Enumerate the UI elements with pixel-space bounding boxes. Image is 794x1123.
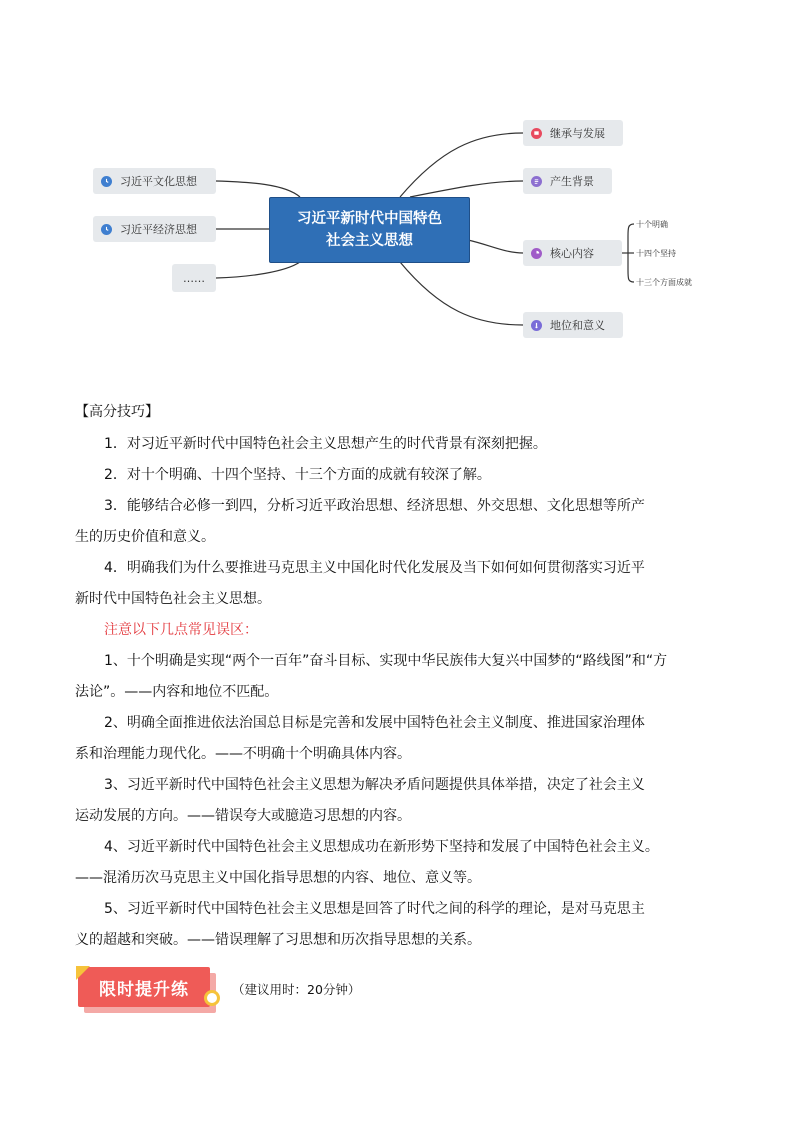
node-label: 习近平经济思想 bbox=[120, 223, 197, 236]
clock-icon bbox=[101, 224, 112, 235]
node-inheritance bbox=[523, 120, 623, 146]
mistakes-heading: 注意以下几点常见误区： bbox=[104, 622, 258, 638]
mistake-1-cont: 法论”。——内容和地位不匹配。 bbox=[75, 684, 279, 700]
node-status-significance bbox=[523, 312, 623, 338]
tip-item-4: 4．明确我们为什么要推进马克思主义中国化时代化发展及当下如何如何贯彻落实习近平 bbox=[104, 560, 645, 576]
mistake-4-cont: ——混淆历次马克思主义中国化指导思想的内容、地位、意义等。 bbox=[75, 870, 481, 886]
mistake-4: 4、习近平新时代中国特色社会主义思想成功在新形势下坚持和发展了中国特色社会主义。 bbox=[104, 839, 659, 855]
badge-ring-decoration bbox=[204, 990, 220, 1006]
practice-badge bbox=[76, 966, 226, 1018]
node-culture-thought bbox=[93, 168, 216, 194]
mind-map bbox=[0, 0, 794, 360]
center-line-1: 习近平新时代中国特色 bbox=[297, 211, 442, 227]
pie-chart-icon bbox=[531, 248, 542, 259]
flag-icon bbox=[531, 128, 542, 139]
tip-item-2: 2．对十个明确、十四个坚持、十三个方面的成就有较深了解。 bbox=[104, 467, 491, 483]
node-label: 产生背景 bbox=[550, 175, 594, 188]
node-economy-thought bbox=[93, 216, 216, 242]
node-label: 地位和意义 bbox=[550, 319, 605, 332]
node-background bbox=[523, 168, 612, 194]
mistake-1: 1、十个明确是实现“两个一百年”奋斗目标、实现中华民族伟大复兴中国梦的“路线图”和“方 bbox=[104, 653, 668, 669]
mind-map-center-node bbox=[269, 197, 470, 263]
leaf-thirteen-achievements: 十三个方面成就 bbox=[636, 278, 692, 287]
mistake-5: 5、习近平新时代中国特色社会主义思想是回答了时代之间的科学的理论，是对马克思主 bbox=[104, 901, 645, 917]
thermometer-icon bbox=[531, 320, 542, 331]
clock-icon bbox=[101, 176, 112, 187]
node-core-content bbox=[523, 240, 622, 266]
practice-time-note: （建议用时：20分钟） bbox=[232, 982, 361, 997]
tip-item-3: 3．能够结合必修一到四，分析习近平政治思想、经济思想、外交思想、文化思想等所产 bbox=[104, 498, 645, 514]
node-label: 继承与发展 bbox=[550, 127, 605, 140]
mistake-3-cont: 运动发展的方向。——错误夸大或臆造习思想的内容。 bbox=[75, 808, 411, 824]
tips-heading: 【高分技巧】 bbox=[75, 404, 159, 420]
badge-label: 限时提升练 bbox=[78, 967, 210, 1007]
node-label: 核心内容 bbox=[550, 247, 594, 260]
tip-item-4-cont: 新时代中国特色社会主义思想。 bbox=[75, 591, 271, 607]
badge-corner-decoration bbox=[76, 966, 90, 980]
tip-item-1: 1．对习近平新时代中国特色社会主义思想产生的时代背景有深刻把握。 bbox=[104, 436, 547, 452]
leaf-fourteen-commitments: 十四个坚持 bbox=[636, 249, 676, 258]
leaf-ten-clarifications: 十个明确 bbox=[636, 220, 668, 229]
mistake-5-cont: 义的超越和突破。——错误理解了习思想和历次指导思想的关系。 bbox=[75, 932, 481, 948]
node-label: 习近平文化思想 bbox=[120, 175, 197, 188]
document-icon bbox=[531, 176, 542, 187]
mistake-2-cont: 系和治理能力现代化。——不明确十个明确具体内容。 bbox=[75, 746, 411, 762]
node-label: …… bbox=[183, 271, 205, 285]
mistake-3: 3、习近平新时代中国特色社会主义思想为解决矛盾问题提供具体举措，决定了社会主义 bbox=[104, 777, 645, 793]
node-more bbox=[172, 264, 216, 292]
center-line-2: 社会主义思想 bbox=[326, 233, 413, 249]
tip-item-3-cont: 生的历史价值和意义。 bbox=[75, 529, 215, 545]
mistake-2: 2、明确全面推进依法治国总目标是完善和发展中国特色社会主义制度、推进国家治理体 bbox=[104, 715, 645, 731]
